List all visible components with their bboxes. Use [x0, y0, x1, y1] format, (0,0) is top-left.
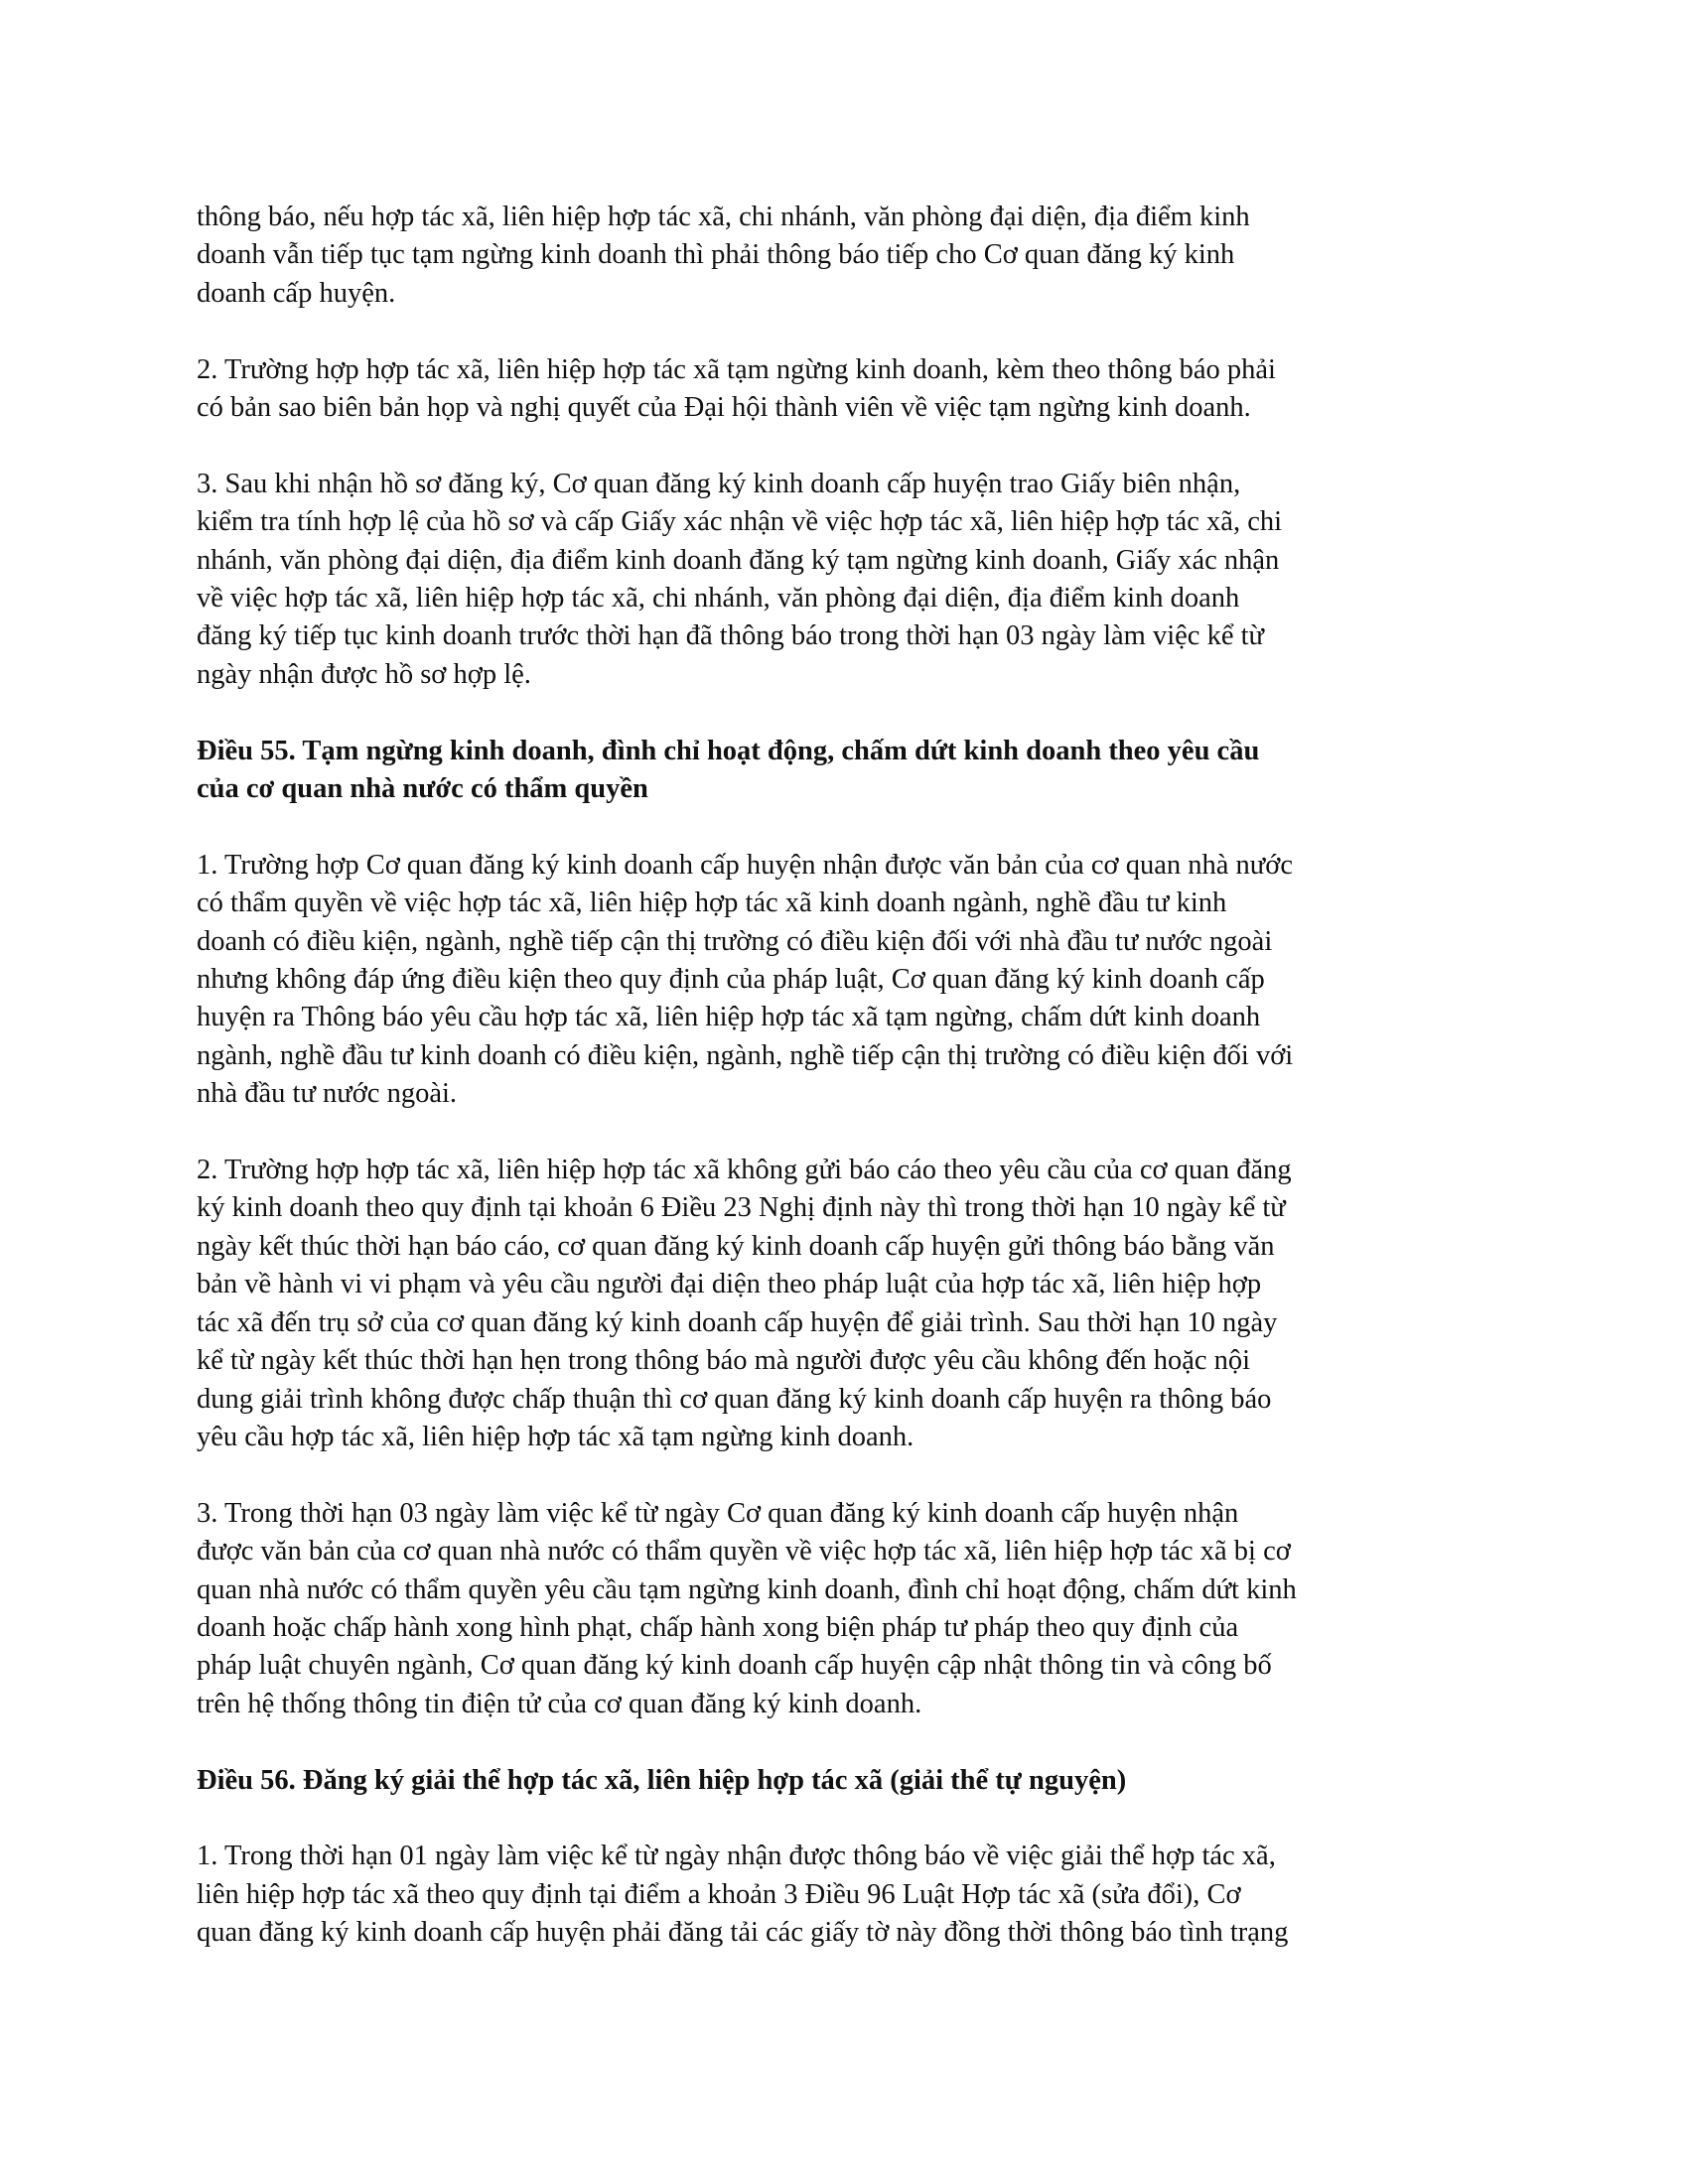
para-continuation	[197, 199, 1507, 313]
text-line: trên hệ thống thông tin điện tử của cơ quan đăng ký kinh doanh.	[197, 1688, 922, 1719]
text-line: ngày kết thúc thời hạn báo cáo, cơ quan đăng ký kinh doanh cấp huyện gửi thông báo bằng văn	[197, 1230, 1275, 1262]
text-line: thông báo, nếu hợp tác xã, liên hiệp hợp tác xã, chi nhánh, văn phòng đại diện, địa điểm kinh	[197, 202, 1250, 232]
text-line: Điều 56. Đăng ký giải thể hợp tác xã, liên hiệp hợp tác xã (giải thể tự nguyện)	[197, 1764, 1127, 1796]
text-line: Điều 55. Tạm ngừng kinh doanh, đình chỉ hoạt động, chấm dứt kinh doanh theo yêu cầu	[197, 735, 1260, 766]
text-line: nhánh, văn phòng đại diện, địa điểm kinh doanh đăng ký tạm ngừng kinh doanh, Giấy xác nhận	[197, 544, 1280, 576]
text-line: đăng ký tiếp tục kinh doanh trước thời hạn đã thông báo trong thời hạn 03 ngày làm việc kể từ	[197, 620, 1264, 652]
text-line: doanh vẫn tiếp tục tạm ngừng kinh doanh thì phải thông báo tiếp cho Cơ quan đăng ký kinh	[197, 239, 1235, 271]
text-line: quan nhà nước có thẩm quyền yêu cầu tạm ngừng kinh doanh, đình chỉ hoạt động, chấm dứt kinh	[197, 1573, 1297, 1605]
text-line: nhà đầu tư nước ngoài.	[197, 1078, 458, 1110]
text-line: ngày nhận được hồ sơ hợp lệ.	[197, 658, 531, 690]
text-line: pháp luật chuyên ngành, Cơ quan đăng ký kinh doanh cấp huyện cập nhật thông tin và công bố	[197, 1650, 1272, 1682]
para-54-3	[197, 466, 1507, 694]
para-55-2	[197, 1152, 1507, 1456]
text-line: nhưng không đáp ứng điều kiện theo quy định của pháp luật, Cơ quan đăng ký kinh doanh cấp	[197, 964, 1265, 996]
text-line: về việc hợp tác xã, liên hiệp hợp tác xã, chi nhánh, văn phòng đại diện, địa điểm kinh doanh	[197, 583, 1240, 614]
text-line: 1. Trường hợp Cơ quan đăng ký kinh doanh cấp huyện nhận được văn bản của cơ quan nhà nước	[197, 849, 1293, 881]
text-line: 3. Trong thời hạn 03 ngày làm việc kể từ ngày Cơ quan đăng ký kinh doanh cấp huyện nhận	[197, 1497, 1239, 1529]
text-line: có bản sao biên bản họp và nghị quyết của Đại hội thành viên về việc tạm ngừng kinh doanh.	[197, 392, 1251, 424]
text-line: liên hiệp hợp tác xã theo quy định tại điểm a khoản 3 Điều 96 Luật Hợp tác xã (sửa đổi), Cơ	[197, 1878, 1241, 1910]
text-line: yêu cầu hợp tác xã, liên hiệp hợp tác xã tạm ngừng kinh doanh.	[197, 1421, 914, 1452]
para-54-2	[197, 351, 1507, 428]
article-55-heading	[197, 733, 1507, 809]
text-line: huyện ra Thông báo yêu cầu hợp tác xã, liên hiệp hợp tác xã tạm ngừng, chấm dứt kinh doanh	[197, 1002, 1261, 1033]
text-line: quan đăng ký kinh doanh cấp huyện phải đăng tải các giấy tờ này đồng thời thông báo tình trạng	[197, 1917, 1289, 1949]
para-56-1	[197, 1838, 1507, 1952]
text-line: doanh có điều kiện, ngành, nghề tiếp cận thị trường có điều kiện đối với nhà đầu tư nước ngoài	[197, 925, 1273, 957]
para-55-3	[197, 1495, 1507, 1723]
text-line: được văn bản của cơ quan nhà nước có thẩm quyền về việc hợp tác xã, liên hiệp hợp tác xã bị cơ	[197, 1536, 1291, 1568]
text-line: 2. Trường hợp hợp tác xã, liên hiệp hợp tác xã không gửi báo cáo theo yêu cầu của cơ quan đăng	[197, 1155, 1292, 1186]
text-line: có thẩm quyền về việc hợp tác xã, liên hiệp hợp tác xã kinh doanh ngành, nghề đầu tư kinh	[197, 887, 1227, 919]
text-line: của cơ quan nhà nước có thẩm quyền	[197, 773, 648, 805]
text-line: 2. Trường hợp hợp tác xã, liên hiệp hợp tác xã tạm ngừng kinh doanh, kèm theo thông báo phải	[197, 353, 1276, 385]
article-56-heading	[197, 1762, 1507, 1800]
text-line: doanh hoặc chấp hành xong hình phạt, chấp hành xong biện pháp tư pháp theo quy định của	[197, 1611, 1239, 1643]
document-page	[197, 199, 1507, 1990]
text-line: 3. Sau khi nhận hồ sơ đăng ký, Cơ quan đăng ký kinh doanh cấp huyện trao Giấy biên nhận,	[197, 468, 1241, 499]
text-line: bản về hành vi vi phạm và yêu cầu người đại diện theo pháp luật của hợp tác xã, liên hiệp hợp	[197, 1269, 1262, 1300]
text-line: kể từ ngày kết thúc thời hạn hẹn trong thông báo mà người được yêu cầu không đến hoặc nội	[197, 1345, 1251, 1377]
text-line: dung giải trình không được chấp thuận thì cơ quan đăng ký kinh doanh cấp huyện ra thông báo	[197, 1383, 1272, 1415]
text-line: kiểm tra tính hợp lệ của hồ sơ và cấp Giấy xác nhận về việc hợp tác xã, liên hiệp hợp tác xã, chi	[197, 506, 1283, 538]
text-line: 1. Trong thời hạn 01 ngày làm việc kể từ ngày nhận được thông báo về việc giải thể hợp tác xã,	[197, 1841, 1276, 1872]
text-line: doanh cấp huyện.	[197, 277, 396, 309]
text-line: ký kinh doanh theo quy định tại khoản 6 Điều 23 Nghị định này thì trong thời hạn 10 ngày kể từ	[197, 1192, 1286, 1224]
para-55-1	[197, 847, 1507, 1114]
text-line: tác xã đến trụ sở của cơ quan đăng ký kinh doanh cấp huyện để giải trình. Sau thời hạn 10 ngày	[197, 1306, 1278, 1338]
text-line: ngành, nghề đầu tư kinh doanh có điều kiện, ngành, nghề tiếp cận thị trường có điều kiện đối với	[197, 1039, 1294, 1071]
